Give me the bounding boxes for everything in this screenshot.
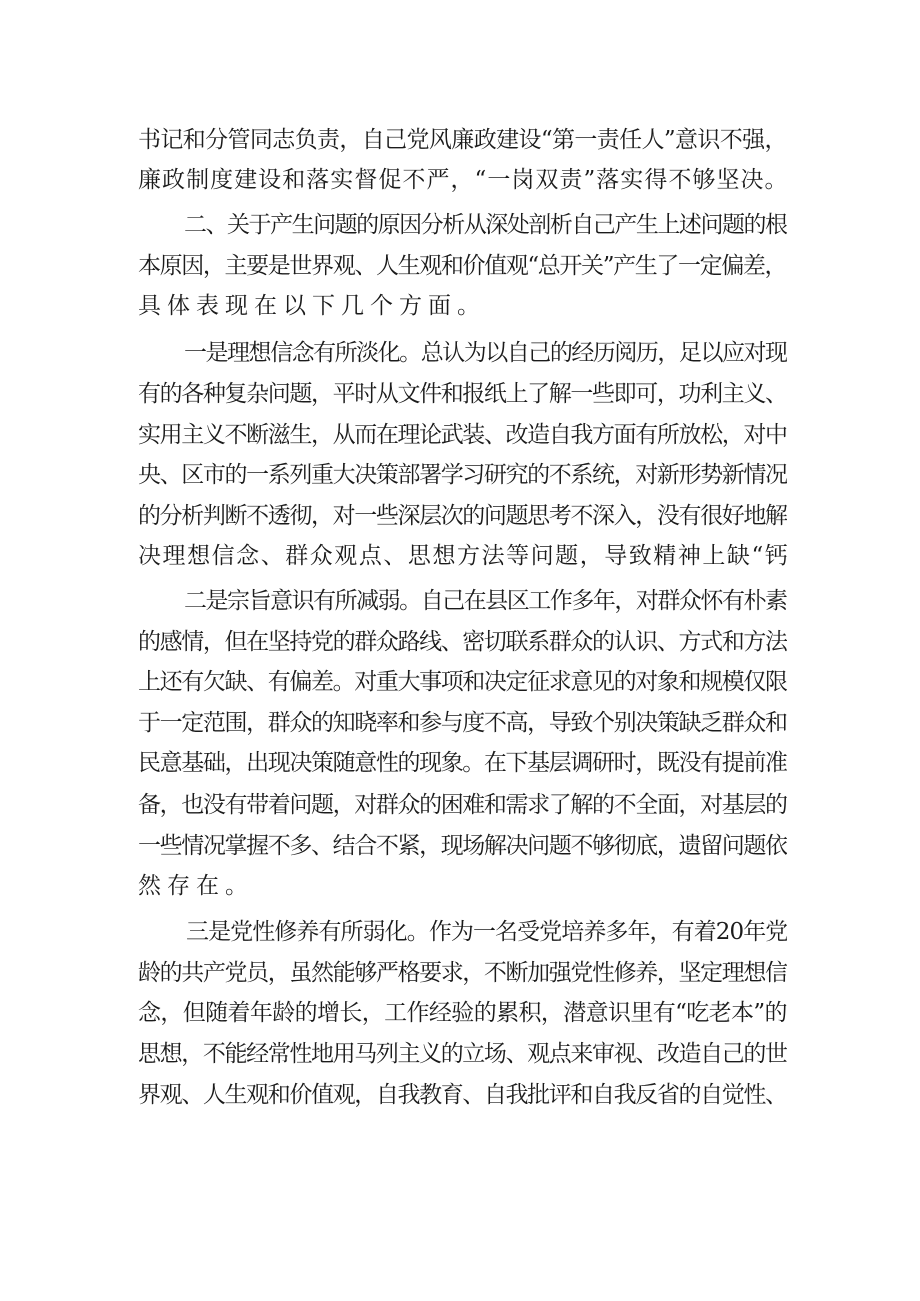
text-line-19: 然存在。 xyxy=(138,873,254,899)
text-line-21: 龄的共产党员，虽然能够严格要求，不断加强党性修养，坚定理想信 xyxy=(138,960,787,986)
text-line-6: 一是理想信念有所淡化。总认为以自己的经历阅历，足以应对现 xyxy=(184,340,787,366)
text-line-18: 一些情况掌握不多、结合不紧，现场解决问题不够彻底，遗留问题依 xyxy=(138,833,787,859)
text-line-23: 思想，不能经常性地用马列主义的立场、观点来审视、改造自己的世 xyxy=(138,1041,787,1067)
text-line-20: 三是党性修养有所弱化。作为一名受党培养多年，有着20年党 xyxy=(186,919,788,945)
text-line-22: 念，但随着年龄的增长，工作经验的累积，潜意识里有“吃老本”的 xyxy=(138,1000,787,1026)
text-line-2: 廉政制度建设和落实督促不严，“一岗双责”落实得不够坚决。 xyxy=(138,167,789,193)
text-line-5: 具体表现在以下几个方面。 xyxy=(138,293,486,319)
text-line-9: 央、区市的一系列重大决策部署学习研究的不系统，对新形势新情况 xyxy=(138,462,787,488)
text-line-16: 民意基础，出现决策随意性的现象。在下基层调研时，既没有提前准 xyxy=(138,750,787,776)
text-line-1: 书记和分管同志负责，自己党风廉政建设“第一责任人”意识不强， xyxy=(138,127,787,153)
text-line-4: 本原因，主要是世界观、人生观和价值观“总开关”产生了一定偏差， xyxy=(138,253,787,279)
text-line-15: 于一定范围，群众的知晓率和参与度不高，导致个别决策缺乏群众和 xyxy=(138,710,787,736)
text-line-14: 上还有欠缺、有偏差。对重大事项和决定征求意见的对象和规模仅限 xyxy=(138,669,787,695)
text-line-17: 备，也没有带着问题，对群众的困难和需求了解的不全面，对基层的 xyxy=(138,792,787,818)
text-line-10: 的分析判断不透彻，对一些深层次的问题思考不深入，没有很好地解 xyxy=(138,503,787,529)
text-line-24: 界观、人生观和价值观，自我教育、自我批评和自我反省的自觉性、 xyxy=(138,1082,787,1108)
text-line-3: 二、关于产生问题的原因分析从深处剖析自己产生上述问题的根 xyxy=(184,212,787,238)
text-line-13: 的感情，但在坚持党的群众路线、密切联系群众的认识、方式和方法 xyxy=(138,629,787,655)
text-line-11: 决理想信念、群众观点、思想方法等问题，导致精神上缺“钙 xyxy=(138,543,790,569)
text-line-12: 二是宗旨意识有所减弱。自己在县区工作多年，对群众怀有朴素 xyxy=(184,588,787,614)
text-line-7: 有的各种复杂问题，平时从文件和报纸上了解一些即可，功利主义、 xyxy=(138,381,787,407)
text-line-8: 实用主义不断滋生，从而在理论武装、改造自我方面有所放松，对中 xyxy=(138,422,787,448)
